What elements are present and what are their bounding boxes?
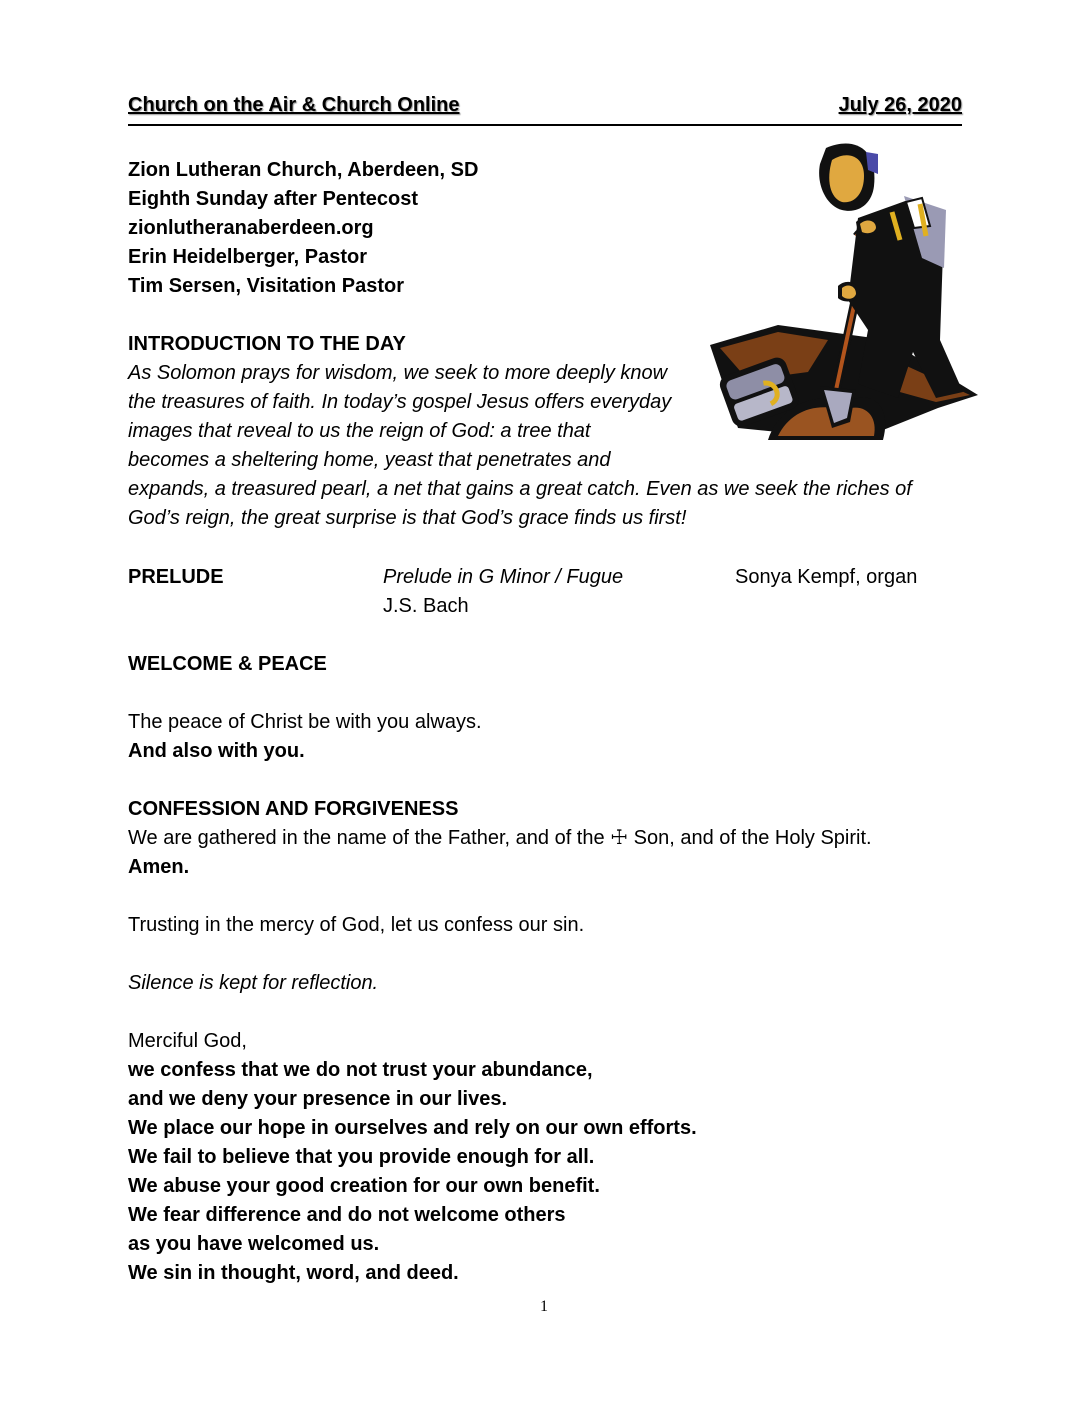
intro-line: images that reveal to us the reign of God: a tree that — [128, 420, 591, 442]
intro-line: the treasures of faith. In today’s gospel Jesus offers everyday — [128, 391, 672, 413]
amen-response: Amen. — [128, 856, 190, 878]
page-header — [128, 92, 962, 126]
intro-line: becomes a sheltering home, yeast that penetrates and — [128, 449, 611, 471]
peace-response-line: And also with you. — [128, 740, 305, 762]
prayer-address: Merciful God, — [128, 1030, 247, 1052]
prelude-performer: Sonya Kempf, organ — [735, 566, 918, 588]
church-website: zionlutheranaberdeen.org — [128, 217, 374, 239]
liturgical-day: Eighth Sunday after Pentecost — [128, 188, 419, 210]
prelude-title: Prelude in G Minor / Fugue — [383, 566, 624, 588]
intro-line: expands, a treasured pearl, a net that gains a great catch. Even as we seek the riches of — [128, 478, 912, 500]
man-digging-treasure-icon — [708, 140, 980, 452]
prelude-composer: J.S. Bach — [383, 595, 469, 617]
prayer-line: We place our hope in ourselves and rely on our own efforts. — [128, 1117, 697, 1139]
prayer-line: We fear difference and do not welcome others — [128, 1204, 566, 1226]
prayer-line: We abuse your good creation for our own benefit. — [128, 1175, 600, 1197]
intro-line: As Solomon prays for wisdom, we seek to more deeply know — [128, 362, 668, 384]
invocation-line: We are gathered in the name of the Father, and of the ☩ Son, and of the Holy Spirit. — [128, 827, 872, 849]
visitation-pastor-name: Tim Sersen, Visitation Pastor — [128, 275, 405, 297]
page-number: 1 — [540, 1298, 548, 1315]
prayer-line: We sin in thought, word, and deed. — [128, 1262, 459, 1284]
intro-line: God’s reign, the great surprise is that God’s grace finds us first! — [128, 507, 687, 529]
welcome-heading: WELCOME & PEACE — [128, 653, 327, 675]
confession-invitation: Trusting in the mercy of God, let us confess our sin. — [128, 914, 585, 936]
silence-rubric: Silence is kept for reflection. — [128, 972, 379, 994]
pastor-name: Erin Heidelberger, Pastor — [128, 246, 367, 268]
prayer-line: and we deny your presence in our lives. — [128, 1088, 508, 1110]
prayer-line: we confess that we do not trust your abundance, — [128, 1059, 593, 1081]
confession-heading: CONFESSION AND FORGIVENESS — [128, 798, 459, 820]
intro-heading: INTRODUCTION TO THE DAY — [128, 333, 406, 355]
prayer-line: We fail to believe that you provide enough for all. — [128, 1146, 595, 1168]
header-date: July 26, 2020 — [838, 94, 962, 116]
prayer-line: as you have welcomed us. — [128, 1233, 380, 1255]
church-name: Zion Lutheran Church, Aberdeen, SD — [128, 159, 479, 181]
peace-leader-line: The peace of Christ be with you always. — [128, 711, 482, 733]
header-title: Church on the Air & Church Online — [128, 94, 460, 116]
prelude-label: PRELUDE — [128, 566, 224, 588]
